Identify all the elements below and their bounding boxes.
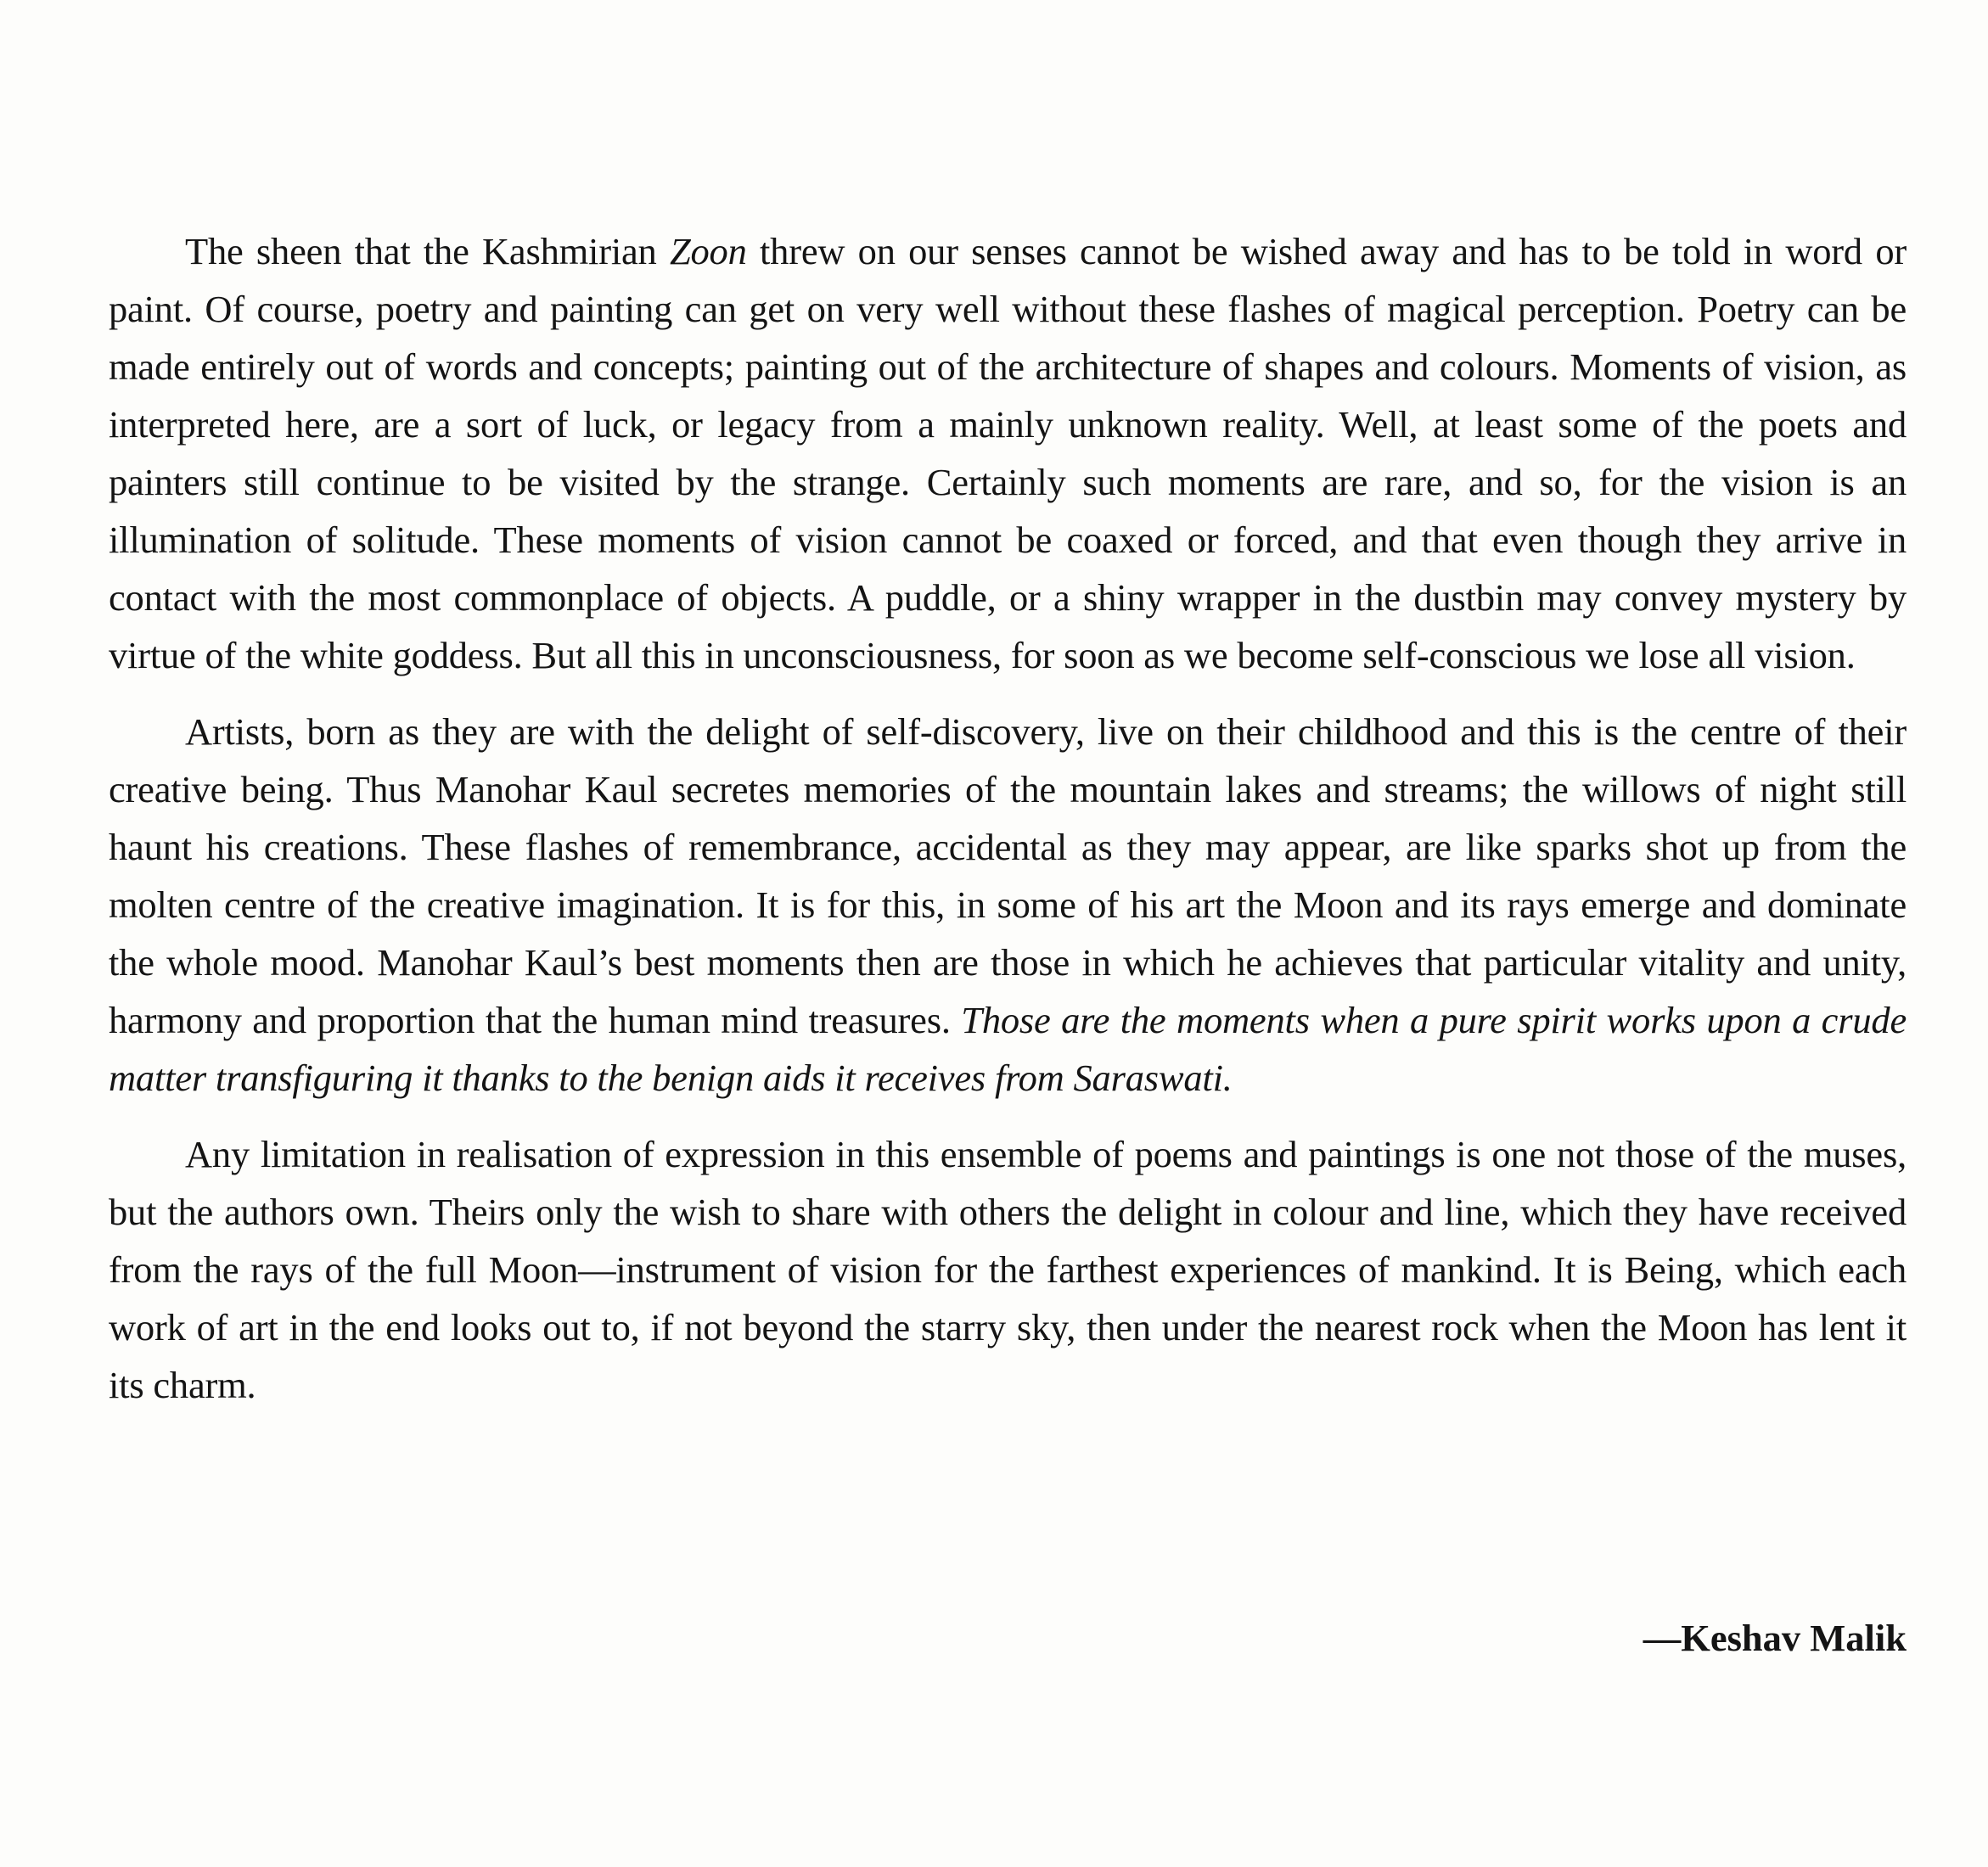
- paragraph-1-text: The sheen that the Kashmirian: [185, 230, 670, 272]
- paragraph-2-text: Artists, born as they are with the delight of self-discovery, live on their childhood and this is the centre of their creative being. Thus Manohar Kaul secretes memories of the mountain lakes and streams; the willows of night still haunt his creations. These flashes of remembrance, accidental as they may appear, are like sparks shot up from the molten centre of the creative imagination. It is for this, in some of his art the Moon and its rays emerge and dominate the whole mood. Manohar Kaul’s best moments then are those in which he achieves that particular vitality and unity, harmony and proportion that the human mind treasures.: [109, 710, 1907, 1041]
- paragraph-2: [109, 703, 1907, 1107]
- author-signature: —Keshav Malik: [1643, 1617, 1907, 1659]
- zoon-word: Zoon: [669, 230, 747, 272]
- paragraph-1-text-cont: threw on our senses cannot be wished away and has to be told in word or paint. Of course, poetry and painting can get on very well without these flashes of magical perception. Poetry can be made entirely out of words and concepts; painting out of the architecture of shapes and colours. Moments of vision, as interpreted here, are a sort of luck, or legacy from a mainly unknown reality. Well, at least some of the poets and painters still continue to be visited by the strange. Certainly such moments are rare, and so, for the vision is an illumination of solitude. These moments of vision cannot be coaxed or forced, and that even though they arrive in contact with the most commonplace of objects. A puddle, or a shiny wrapper in the dustbin may convey mystery by virtue of the white goddess. But all this in unconsciousness, for soon as we become self-conscious we lose all vision.: [109, 230, 1907, 676]
- paragraph-3: [109, 1125, 1907, 1414]
- paragraph-2-italic-text: Those are the moments when a pure spirit works upon a crude matter transfiguring it thanks to the benign aids it receives from Saraswati.: [109, 999, 1907, 1099]
- essay-body: [109, 222, 1907, 1432]
- paragraph-3-text: Any limitation in realisation of expression in this ensemble of poems and paintings is one not those of the muses, but the authors own. Theirs only the wish to share with others the delight in colour and line, which they have received from the rays of the full Moon—instrument of vision for the farthest experiences of mankind. It is Being, which each work of art in the end looks out to, if not beyond the starry sky, then under the nearest rock when the Moon has lent it its charm.: [109, 1133, 1907, 1406]
- paragraph-1: [109, 222, 1907, 684]
